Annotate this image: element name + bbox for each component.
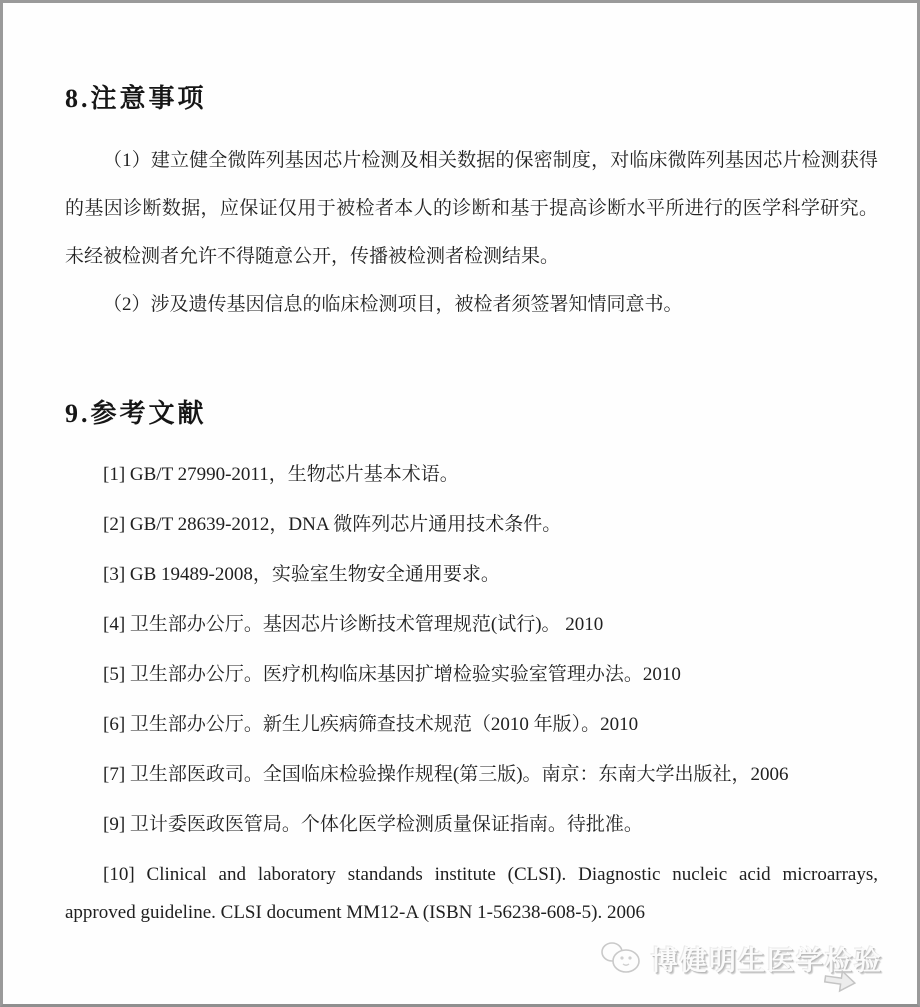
reference-item: [9] 卫计委医政医管局。个体化医学检测质量保证指南。待批准。: [103, 814, 643, 835]
section-8-heading: 8.注意事项: [65, 84, 207, 113]
reference-item: [2] GB/T 28639-2012，DNA 微阵列芯片通用技术条件。: [103, 514, 562, 535]
reference-item: [7] 卫生部医政司。全国临床检验操作规程(第三版)。南京：东南大学出版社，2006: [103, 764, 789, 785]
reference-item: [10] Clinical and laboratory standands institute (CLSI). Diagnostic nucleic acid microarrays, approved guideline. CLSI document MM12-A (ISBN 1-56238-608-5). 2006: [65, 864, 878, 923]
watermark-text: 博健明生医学检验: [651, 945, 883, 976]
reference-item: [3] GB 19489-2008，实验室生物安全通用要求。: [103, 564, 500, 585]
reference-item: [5] 卫生部办公厅。医疗机构临床基因扩增检验实验室管理办法。2010: [103, 664, 681, 685]
document-content: [65, 3, 878, 944]
reference-item: [4] 卫生部办公厅。基因芯片诊断技术管理规范(试行)。 2010: [103, 614, 604, 635]
section-9-heading: 9.参考文献: [65, 399, 207, 428]
section-8-paragraph-1: （1）建立健全微阵列基因芯片检测及相关数据的保密制度，对临床微阵列基因芯片检测获得的基因诊断数据，应保证仅用于被检者本人的诊断和基于提高诊断水平所进行的医学科学研究。未经被检测者允许不得随意公开，传播被检测者检测结果。: [65, 150, 878, 267]
reference-item: [6] 卫生部办公厅。新生儿疾病筛查技术规范（2010 年版）。2010: [103, 714, 639, 735]
section-8-paragraph-2: （2）涉及遗传基因信息的临床检测项目，被检者须签署知情同意书。: [103, 294, 683, 315]
reference-item: [1] GB/T 27990-2011，生物芯片基本术语。: [103, 464, 459, 485]
watermark: [599, 938, 883, 978]
panda-mascot-logo-icon: [599, 938, 645, 978]
corner-arrow-icon: [823, 968, 857, 994]
reference-list: [65, 456, 878, 932]
